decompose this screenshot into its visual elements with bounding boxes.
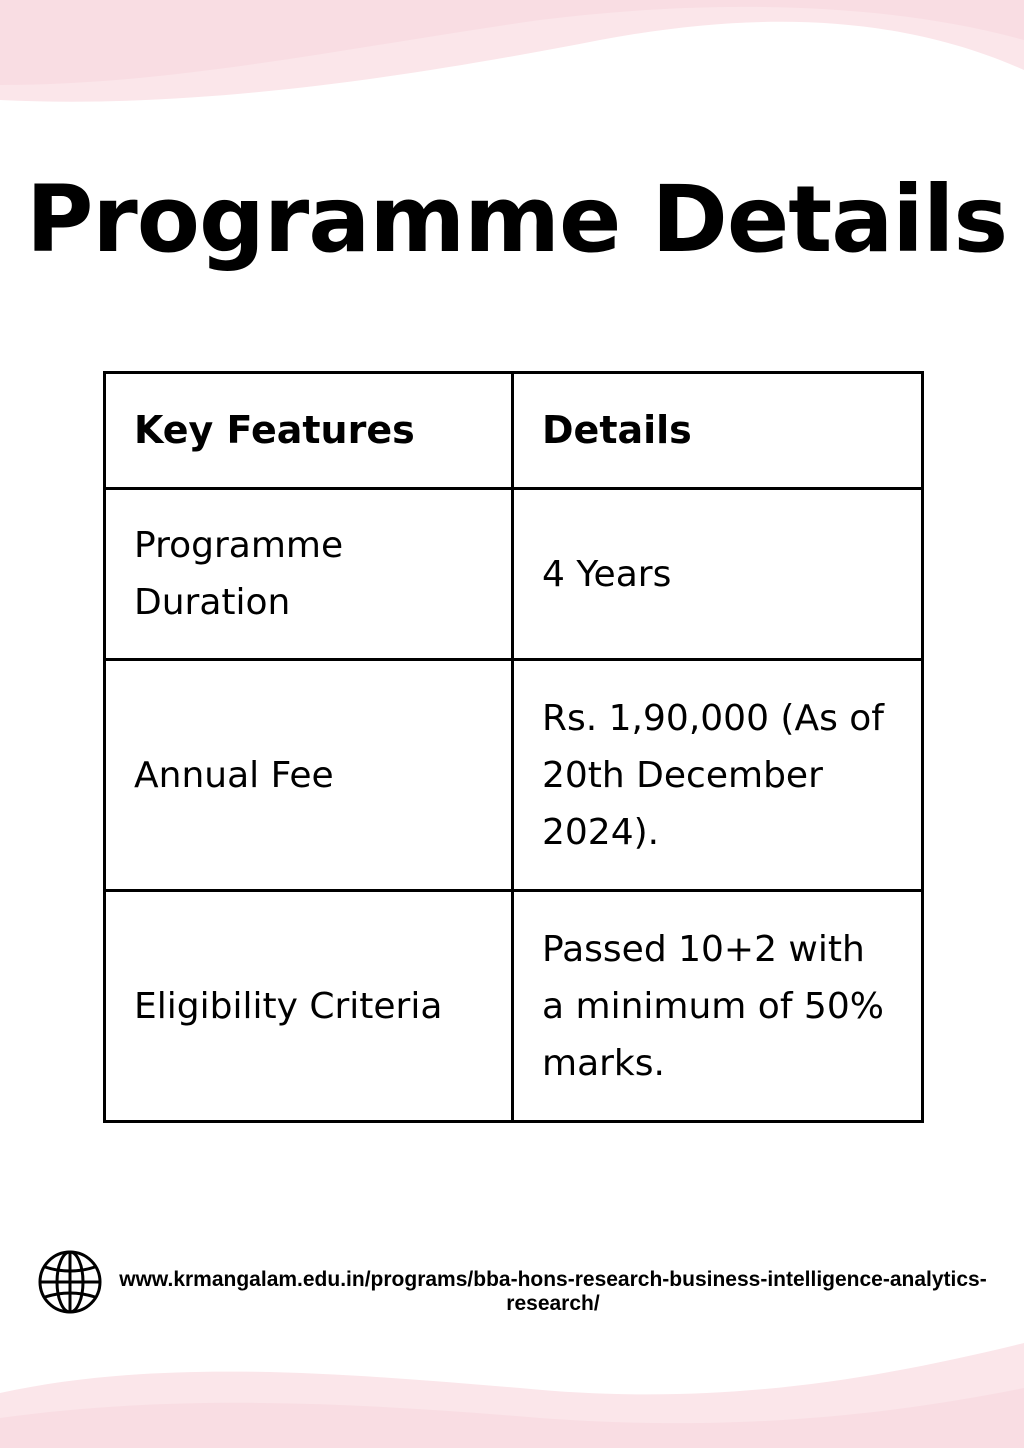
website-link[interactable]: www.krmangalam.edu.in/programs/bba-hons-research-business-intelligence-analytics-research/ bbox=[119, 1268, 987, 1315]
table-header-row bbox=[105, 373, 923, 489]
column-header-key-features: Key Features bbox=[105, 373, 513, 489]
table-row bbox=[105, 489, 923, 660]
page-title: Programme Details bbox=[26, 166, 1008, 273]
table-row bbox=[105, 660, 923, 891]
globe-icon bbox=[36, 1248, 104, 1316]
detail-cell: Passed 10+2 with a minimum of 50% marks. bbox=[513, 891, 923, 1122]
footer bbox=[36, 1248, 996, 1318]
bottom-pink-wave bbox=[0, 1318, 1024, 1448]
programme-details-table bbox=[103, 371, 924, 1123]
feature-cell: Programme Duration bbox=[105, 489, 513, 660]
column-header-details: Details bbox=[513, 373, 923, 489]
feature-cell: Annual Fee bbox=[105, 660, 513, 891]
feature-cell: Eligibility Criteria bbox=[105, 891, 513, 1122]
table-row bbox=[105, 891, 923, 1122]
detail-cell: Rs. 1,90,000 (As of 20th December 2024). bbox=[513, 660, 923, 891]
detail-cell: 4 Years bbox=[513, 489, 923, 660]
top-pink-wave bbox=[0, 0, 1024, 140]
